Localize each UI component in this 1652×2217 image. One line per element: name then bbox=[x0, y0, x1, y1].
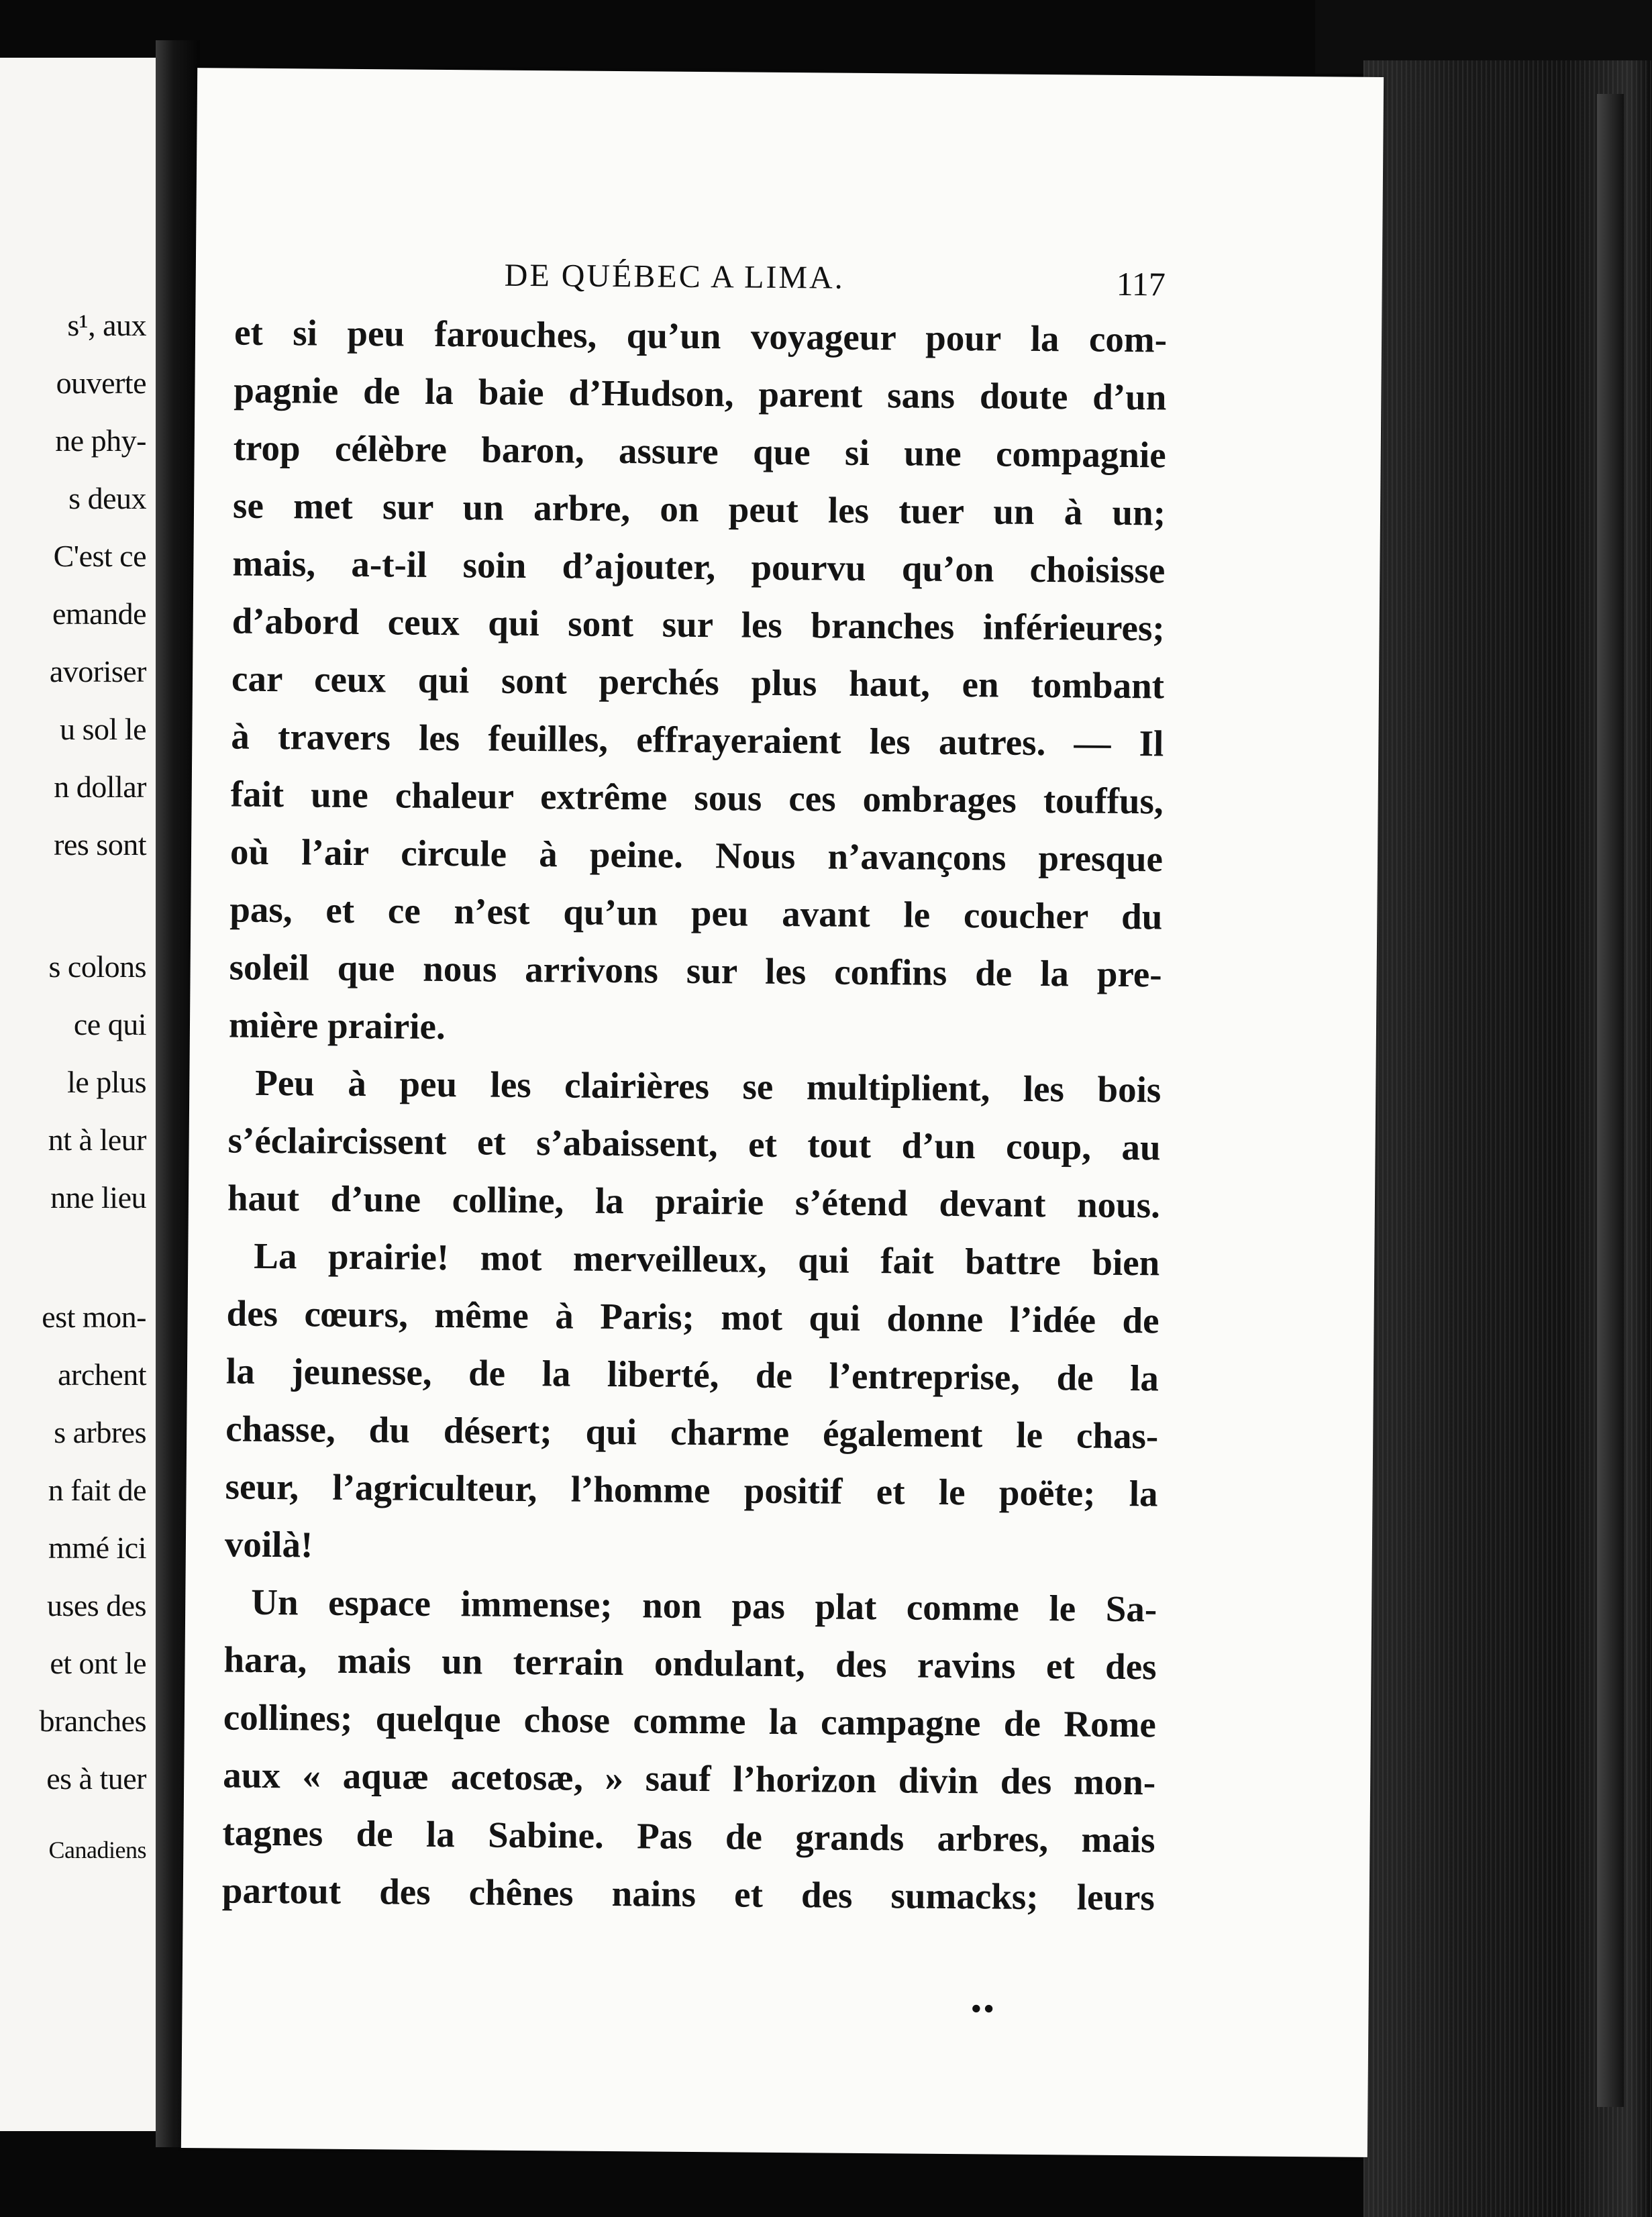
left-page-line: avoriser bbox=[49, 654, 146, 688]
left-page-line: u sol le bbox=[60, 712, 146, 746]
text-line: s’éclaircissent et s’abaissent, et tout d’un coup, au bbox=[227, 1119, 1161, 1168]
text-line: se met sur un arbre, on peut les tuer un à un; bbox=[232, 484, 1166, 533]
page-number: 117 bbox=[1116, 264, 1166, 303]
signature-mark: •• bbox=[971, 1994, 997, 2025]
left-page-line: archent bbox=[58, 1357, 146, 1392]
text-line: d’abord ceux qui sont sur les branches inférieures; bbox=[231, 600, 1165, 649]
left-page-line: s deux bbox=[68, 481, 146, 515]
text-line: trop célèbre baron, assure que si une compagnie bbox=[233, 427, 1166, 476]
left-page-line: nne lieu bbox=[50, 1180, 146, 1215]
text-line: où l’air circule à peine. Nous n’avançons presque bbox=[229, 831, 1164, 880]
running-head: DE QUÉBEC A LIMA. bbox=[504, 257, 845, 296]
text-line: Un espace immense; non pas plat comme le Sa- bbox=[251, 1581, 1157, 1630]
left-page-line: emande bbox=[52, 597, 146, 631]
text-line: pas, et ce n’est qu’un peu avant le coucher du bbox=[229, 888, 1163, 937]
text-line: pagnie de la baie d’Hudson, parent sans doute d’un bbox=[234, 369, 1167, 418]
text-line: aux « aquæ acetosæ, » sauf l’horizon divin des mon- bbox=[222, 1754, 1156, 1803]
text-line: chasse, du désert; qui charme également le chas- bbox=[225, 1408, 1159, 1457]
left-page-line: s colons bbox=[48, 949, 146, 984]
main-page bbox=[181, 68, 1384, 2157]
left-page-line: ouverte bbox=[56, 366, 146, 400]
text-line: collines; quelque chose comme la campagne de Rome bbox=[223, 1696, 1157, 1745]
left-page-line: s¹, aux bbox=[67, 308, 146, 342]
text-line: tagnes de la Sabine. Pas de grands arbres, mais bbox=[222, 1812, 1155, 1861]
text-line: car ceux qui sont perchés plus haut, en tombant bbox=[231, 658, 1165, 707]
left-page-line: ne phy- bbox=[55, 423, 146, 458]
text-line: des cœurs, même à Paris; mot qui donne l’idée de bbox=[226, 1292, 1159, 1341]
left-page-line: est mon- bbox=[42, 1300, 146, 1334]
text-line: la jeunesse, de la liberté, de l’entreprise, de la bbox=[225, 1350, 1159, 1399]
left-page-line: res sont bbox=[54, 827, 146, 862]
text-line: voilà! bbox=[224, 1523, 313, 1565]
text-line: à travers les feuilles, effrayeraient les autres. — Il bbox=[231, 715, 1164, 764]
left-page-line: s arbres bbox=[54, 1415, 146, 1449]
text-line: soleil que nous arrivons sur les confins de la pre- bbox=[229, 946, 1162, 995]
text-line: partout des chênes nains et des sumacks; leurs bbox=[221, 1869, 1155, 1918]
left-page-line: n fait de bbox=[48, 1473, 146, 1507]
left-page-line: nt à leur bbox=[48, 1123, 146, 1157]
text-line: La prairie! mot merveilleux, qui fait battre bien bbox=[254, 1235, 1160, 1284]
left-page-line: C'est ce bbox=[53, 539, 146, 573]
text-line: Peu à peu les clairières se multiplient, les bois bbox=[255, 1062, 1161, 1111]
body-text bbox=[221, 311, 1168, 1918]
text-line: haut d’une colline, la prairie s’étend devant nous. bbox=[227, 1177, 1161, 1226]
text-line: seur, l’agriculteur, l’homme positif et le poëte; la bbox=[225, 1465, 1158, 1514]
text-line: mière prairie. bbox=[228, 1004, 446, 1047]
left-page bbox=[0, 58, 156, 2131]
left-page-line: branches bbox=[39, 1704, 146, 1738]
left-page-line: es à tuer bbox=[46, 1761, 146, 1796]
left-page-line: et ont le bbox=[50, 1646, 146, 1680]
book-edge-shadow bbox=[1597, 94, 1624, 2107]
left-page-footnote: Canadiens bbox=[48, 1837, 146, 1863]
text-line: fait une chaleur extrême sous ces ombrages touffus, bbox=[230, 773, 1164, 822]
text-line: mais, a-t-il soin d’ajouter, pourvu qu’on choisisse bbox=[232, 542, 1166, 591]
left-page-line: mmé ici bbox=[48, 1531, 146, 1565]
left-page-line: le plus bbox=[67, 1065, 146, 1099]
left-page-line: n dollar bbox=[54, 770, 146, 804]
left-page-line: uses des bbox=[46, 1588, 146, 1622]
text-line: hara, mais un terrain ondulant, des ravins et des bbox=[223, 1639, 1157, 1688]
text-line: et si peu farouches, qu’un voyageur pour la com- bbox=[234, 311, 1168, 360]
left-page-line: ce qui bbox=[73, 1007, 146, 1041]
